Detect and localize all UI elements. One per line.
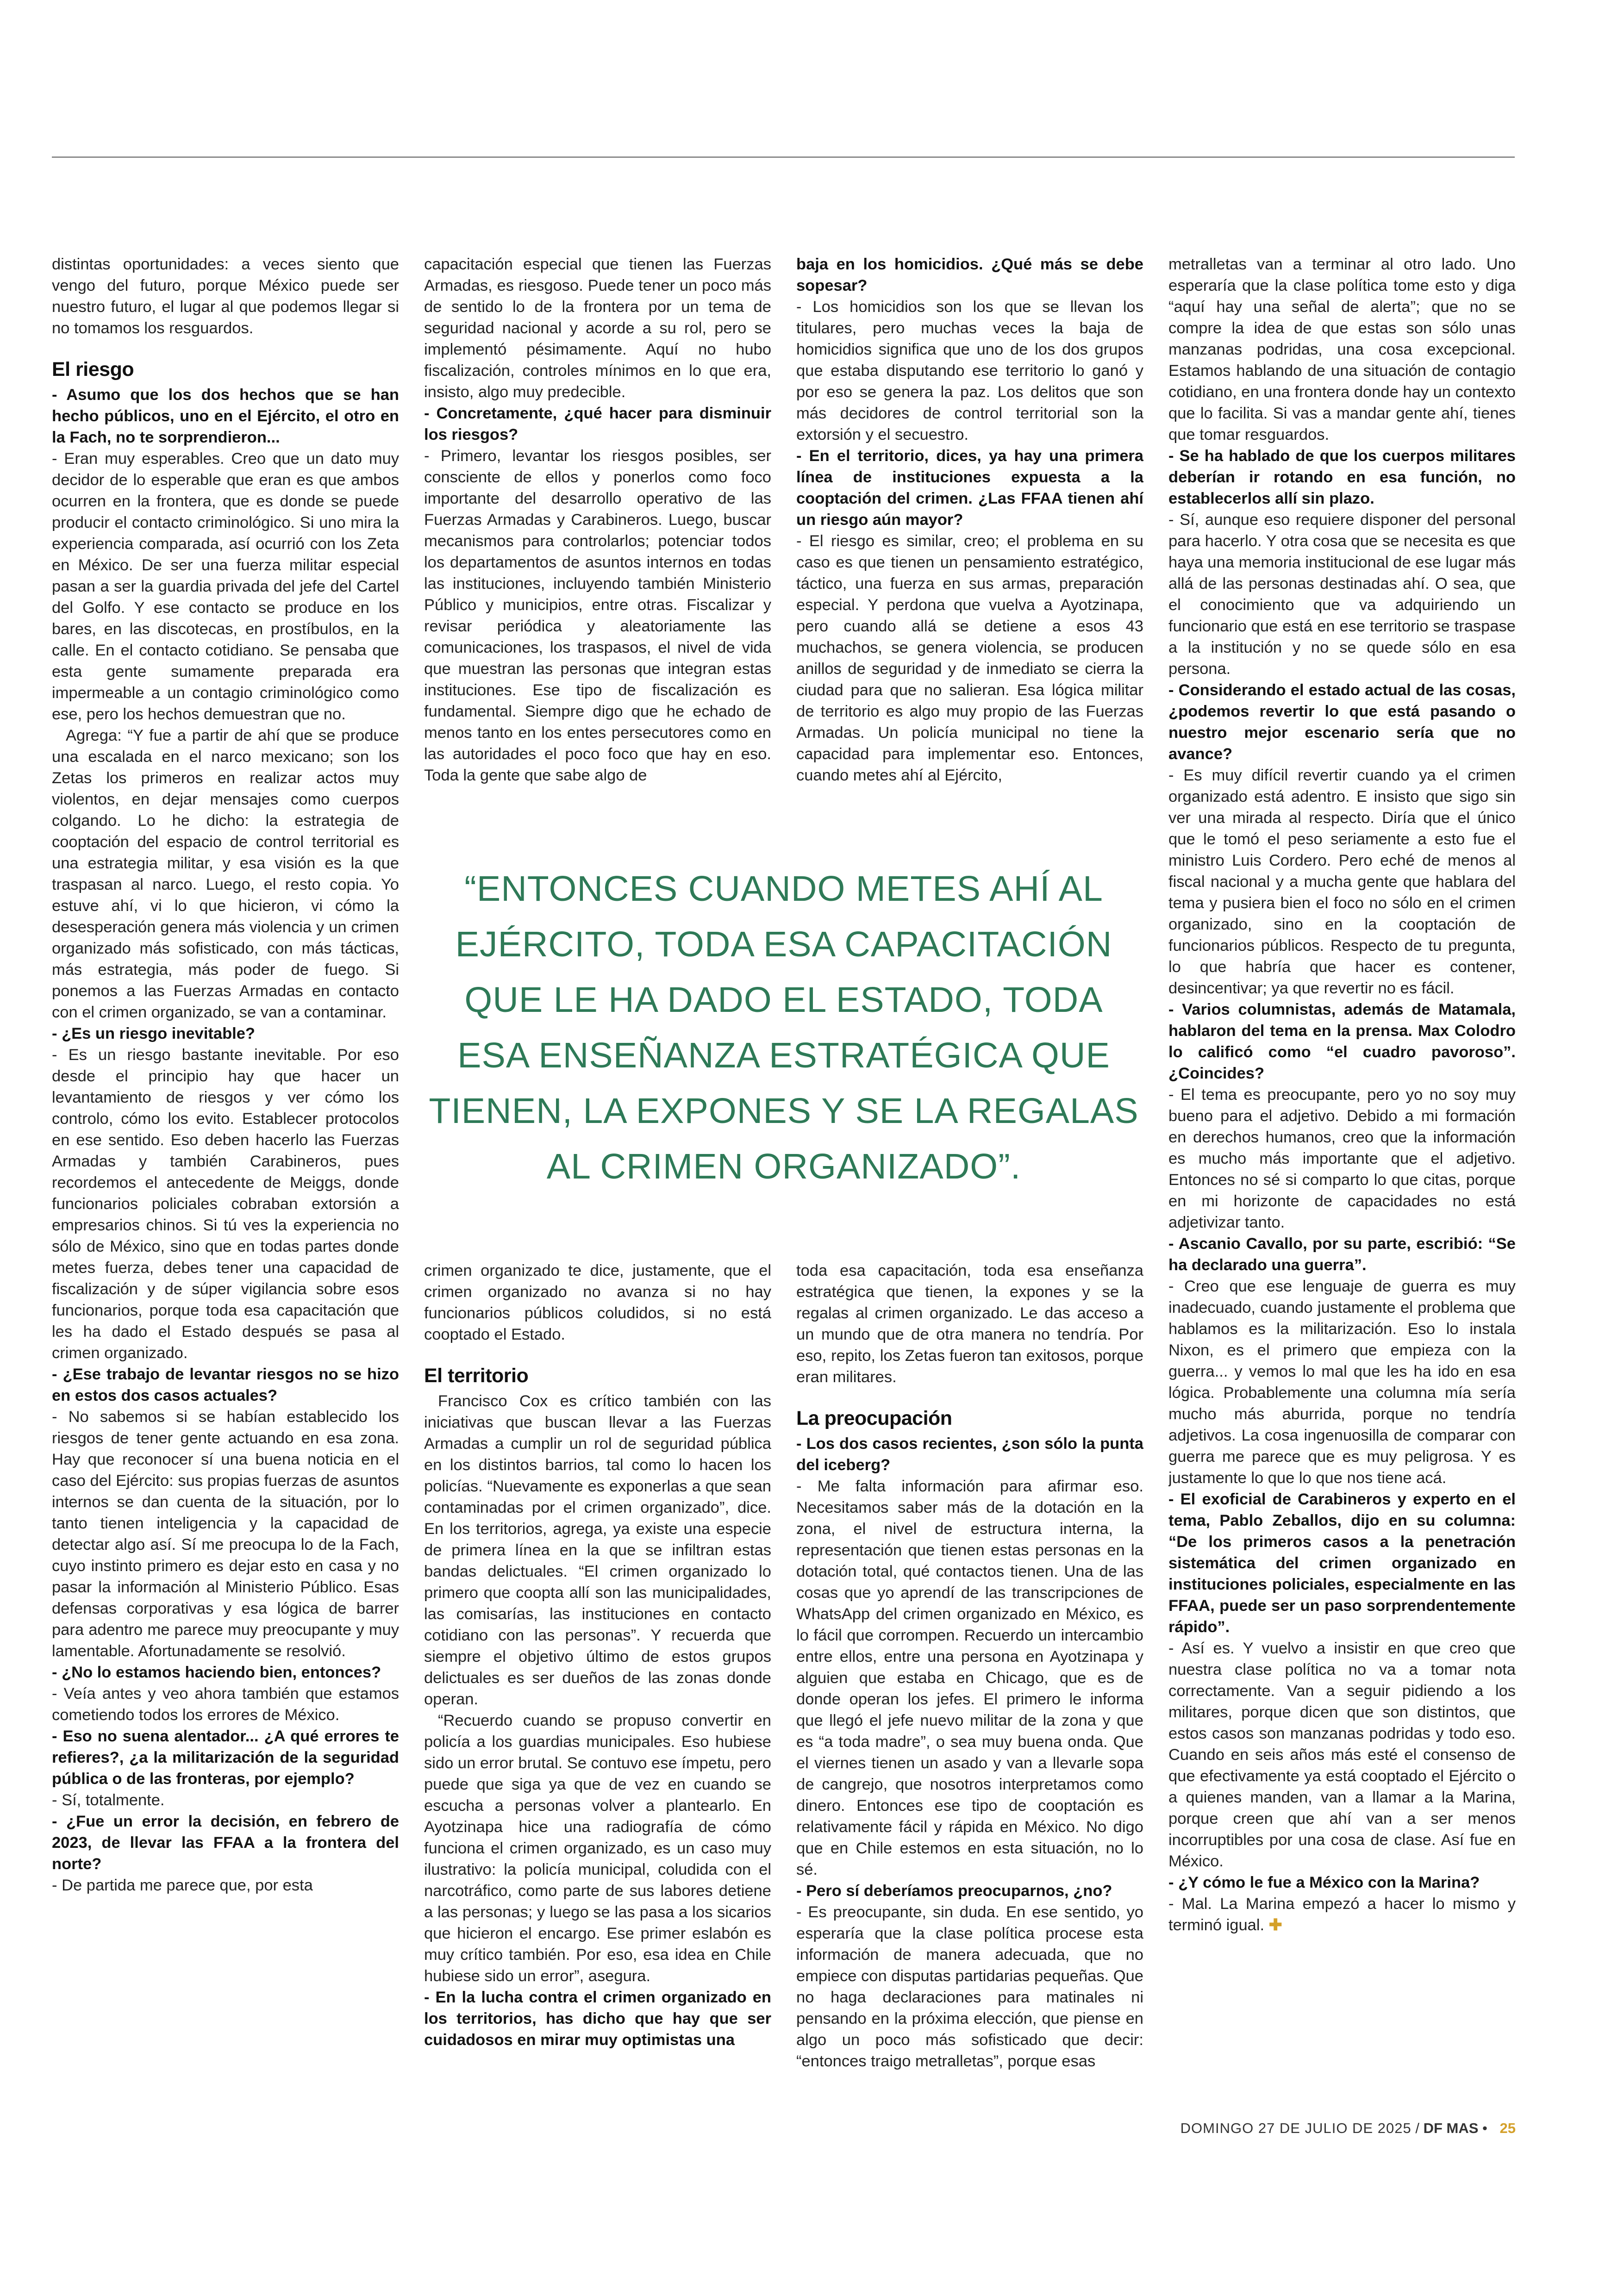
paragraph: - Sí, aunque eso requiere disponer del personal para hacerlo. Y otra cosa que se necesita es que haya una memoria institucional de ese lugar más allá de las personas destinadas ahí. O sea, que el conocimiento que va adquiriendo un funcionario que está en ese territorio se traspase a la institución y no se quede sólo en esa persona. — [1168, 511, 1516, 678]
question: - ¿Fue un error la decisión, en febrero de 2023, de llevar las FFAA a la frontera del norte? — [52, 1813, 399, 1873]
section-heading-preocupacion: La preocupación — [796, 1407, 952, 1429]
question: - ¿Y cómo le fue a México con la Marina? — [1168, 1874, 1480, 1891]
question: - En la lucha contra el crimen organizado en los territorios, has dicho que hay que ser cuidadosos en mirar muy optimistas una — [424, 1989, 771, 2049]
question: - Concretamente, ¿qué hacer para disminuir los riesgos? — [424, 405, 771, 443]
question: - ¿Es un riesgo inevitable? — [52, 1025, 255, 1042]
question: - Considerando el estado actual de las cosas, ¿podemos revertir lo que está pasando o nuestro mejor escenario sería que no avance? — [1168, 681, 1516, 763]
question: - ¿No lo estamos haciendo bien, entonces? — [52, 1664, 381, 1681]
section-heading-territorio: El territorio — [424, 1365, 529, 1387]
paragraph: - Veía antes y veo ahora también que estamos cometiendo todos los errores de México. — [52, 1685, 399, 1724]
paragraph: Agrega: “Y fue a partir de ahí que se produce una escalada en el narco mexicano; son los Zetas los primeros en realizar actos muy violentos, en dejar mensajes como cuerpos colgando. Lo he dicho: la estrategia de cooptación del espacio de control territorial es una estrategia militar, y esa visión es la que traspasan al narco. Luego, el resto copia. Yo estuve ahí, vi lo que hicieron, vi cómo la desesperación genera más violencia y un crimen organizado más sofisticado, con más tácticas, más estrategia, más poder de fuego. Si ponemos a las Fuerzas Armadas en contacto con el crimen organizado, se van a contaminar. — [52, 727, 399, 1021]
footer-date: DOMINGO 27 DE JULIO DE 2025 — [1180, 2120, 1412, 2136]
top-rule — [52, 156, 1515, 158]
paragraph: - De partida me parece que, por esta — [52, 1877, 313, 1894]
paragraph: crimen organizado te dice, justamente, que el crimen organizado no avanza si no hay funcionarios públicos coludidos, si no está cooptado el Estado. — [424, 1262, 771, 1343]
paragraph: - Primero, levantar los riesgos posibles, ser consciente de ellos y ponerlos como foco importante del desarrollo operativo de las Fuerzas Armadas y Carabineros. Luego, buscar mecanismos para controlarlos; potenciar todos los departamentos de asuntos internos en todas las instituciones, incluyendo también Ministerio Público y municipios, entre otras. Fiscalizar y revisar periódica y aleatoriamente las comunicaciones, los traspasos, el nivel de vida que muestran las personas que integran estas instituciones. Ese tipo de fiscalización es fundamental. Siempre digo que he echado de menos tanto en los entes persecutores como en las autoridades el poco foco que hay en eso. Toda la gente que sabe algo de — [424, 447, 771, 784]
paragraph: “Recuerdo cuando se propuso convertir en policía a los guardias municipales. Eso hubiese sido un error brutal. Se contuvo ese ímpetu, pero puede que siga ya que de vez en cuando se escucha a personas volver a plantearlo. En Ayotzinapa hice una radiografía de cómo funciona el crimen organizado, es un caso muy ilustrativo: la policía municipal, coludida con el narcotráfico, como parte de sus labores detiene a las personas; y luego se las pasa a los sicarios que hicieron el encargo. Ese primer eslabón es muy crítico también. Por eso, esa idea en Chile hubiese sido un error”, asegura. — [424, 1712, 771, 1985]
footer-brand: DF MAS — [1423, 2120, 1479, 2136]
paragraph: - Sí, totalmente. — [52, 1791, 165, 1809]
paragraph: - El tema es preocupante, pero yo no soy muy bueno para el adjetivo. Debido a mi formación en derechos humanos, creo que la información es mucho más importante que el adjetivo. Entonces no sé si comparto lo que citas, porque en mi horizonte de capacidades no está adjetivizar tanto. — [1168, 1086, 1516, 1231]
article-column-2-bottom — [424, 1260, 771, 2096]
paragraph: metralletas van a terminar al otro lado. Uno esperaría que la clase política tome esto y diga “aquí hay una señal de alerta”; que no se compre la idea de que estas son sólo unas manzanas podridas, una cosa excepcional. Estamos hablando de una situación de contagio cotidiano, en una frontera donde hay un contexto que lo facilita. Si vas a mandar gente ahí, tienes que tomar resguardos. — [1168, 256, 1516, 443]
paragraph: - Creo que ese lenguaje de guerra es muy inadecuado, cuando justamente el problema que hablamos es la militarización. Eso lo instala Nixon, es el primero que empieza con la guerra... y vemos lo mal que les ha ido en esa lógica. Probablemente una columna mía sería mucho más aburrida, porque no tendría adjetivos. La cosa ingenuosilla de comparar con guerra me parece que es muy peligrosa. Y es justamente lo que lo que nos tiene acá. — [1168, 1278, 1516, 1487]
question: - El exoficial de Carabineros y experto en el tema, Pablo Zeballos, dijo en su columna: “De los primeros casos a la penetración sistemática del crimen organizado en instituciones policiales, especialmente en las FFAA, puede ser un paso sorprendentemente rápido”. — [1168, 1491, 1516, 1636]
footer-dot: • — [1482, 2120, 1487, 2136]
page-number: 25 — [1499, 2120, 1516, 2136]
paragraph: - Así es. Y vuelvo a insistir en que creo que nuestra clase política no va a tomar nota correctamente. Van a seguir pidiendo a los militares, porque dicen que son distintos, que estos casos son manzanas podridas y todo eso. Cuando en seis años más esté el consenso de que efectivamente ya está cooptado el Ejército o a quienes manden, van a llamar a la Marina, porque creen que ahí van a ser menos incorruptibles por una cosa de clase. Así fue en México. — [1168, 1640, 1516, 1870]
question: - Eso no suena alentador... ¿A qué errores te refieres?, ¿a la militarización de la seguridad pública o de las fronteras, por ejemplo? — [52, 1727, 399, 1788]
question: - Se ha hablado de que los cuerpos militares deberían ir rotando en esa función, no establecerlos allí sin plazo. — [1168, 447, 1516, 507]
paragraph: - El riesgo es similar, creo; el problema en su caso es que tienen un pensamiento estratégico, táctico, una fuerza en sus armas, preparación especial. Y perdona que vuelva a Ayotzinapa, pero cuando allá se detiene a esos 43 muchachos, se genera violencia, se producen anillos de seguridad y de inmediato se cierra la ciudad para que no salieran. Esa lógica militar de territorio es algo muy propio de las Fuerzas Armadas. Un policía municipal no tiene la capacidad para implementar eso. Entonces, cuando metes ahí al Ejército, — [796, 532, 1143, 784]
paragraph: - Me falta información para afirmar eso. Necesitamos saber más de la dotación en la zona, el nivel de estructura interna, la representación que tienen estas personas en la dotación total, qué contactos tienen. Una de las cosas que yo aprendí de las transcripciones de WhatsApp del crimen organizado en México, es lo fácil que corrompen. Recuerdo un intercambio entre ellos, entre una persona en Ayotzinapa y alguien que estaba en Chicago, que es de donde operan los jefes. El primero le informa que llegó el jefe nuevo militar de la zona y que es “a toda madre”, o sea muy buena onda. Que el viernes tienen un asado y van a llevarle sopa de cangrejo, que nosotros interpretamos como dinero. Entonces ese tipo de cooptación es relativamente fácil y rápida en México. No digo que en Chile estemos en esta situación, no lo sé. — [796, 1478, 1143, 1878]
article-column-2-top — [424, 254, 771, 835]
article-column-1 — [52, 254, 399, 2096]
question: baja en los homicidios. ¿Qué más se debe sopesar? — [796, 256, 1143, 294]
paragraph: toda esa capacitación, toda esa enseñanza estratégica que tienen, la expones y se la regalas al crimen organizado. Le das acceso a un mundo que de otra manera no tendría. Por eso, repito, los Zetas fueron tan exitosos, porque eran militares. — [796, 1262, 1143, 1386]
page-footer — [1168, 2119, 1516, 2138]
paragraph: Francisco Cox es crítico también con las iniciativas que buscan llevar a las Fuerzas Armadas a cumplir un rol de seguridad pública en los distintos barrios, tal como lo hacen los policías. “Nuevamente es exponerlas a que sean contaminadas por el crimen organizado”, dice. En los territorios, agrega, ya existe una especie de primera línea en la que se infiltran estas bandas delictuales. “El crimen organizado lo primero que coopta allí son las municipalidades, las comisarías, las instituciones en contacto cotidiano con las personas”. Y recuerda que siempre el objetivo último de estos grupos delictuales es ser dueños de las zonas donde operan. — [424, 1392, 771, 1708]
paragraph: - Es muy difícil revertir cuando ya el crimen organizado está adentro. E insisto que sigo sin ver una mirada al respecto. Diría que el único que le tomó el peso seriamente a esto fue el ministro Luis Cordero. Pero eché de menos al fiscal nacional y a mucha gente que hablara del tema y pusiera bien el foco no sólo en el crimen organizado, sino en la cooptación de funcionarios públicos. Respecto de tu pregunta, lo que habría que hacer es contener, desincentivar; ya que revertir no es fácil. — [1168, 767, 1516, 997]
paragraph: - Los homicidios son los que se llevan los titulares, pero muchas veces la baja de homicidios significa que uno de los dos grupos que estaba disputando ese territorio lo ganó y por eso se genera la paz. Los delitos que son más decidores de control territorial son la extorsión y el secuestro. — [796, 298, 1143, 443]
question: - Pero sí deberíamos preocuparnos, ¿no? — [796, 1882, 1112, 1900]
article-column-4 — [1168, 254, 1516, 2096]
question: - Los dos casos recientes, ¿son sólo la punta del iceberg? — [796, 1435, 1143, 1474]
question: - En el territorio, dices, ya hay una primera línea de instituciones expuesta a la cooptación del crimen. ¿Las FFAA tienen ahí un riesgo aún mayor? — [796, 447, 1143, 529]
paragraph: capacitación especial que tienen las Fuerzas Armadas, es riesgoso. Puede tener un poco más de sentido lo de la frontera por un tema de seguridad nacional y acorde a su rol, pero se implementó pésimamente. Aquí no hubo fiscalización, controles mínimos en lo que era, insisto, algo muy predecible. — [424, 256, 771, 401]
final-answer-text: - Mal. La Marina empezó a hacer lo mismo y terminó igual. — [1168, 1895, 1516, 1934]
end-mark-icon: ✚ — [1268, 1916, 1282, 1934]
question: - Ascanio Cavallo, por su parte, escribió: “Se ha declarado una guerra”. — [1168, 1235, 1516, 1274]
question: - Asumo que los dos hechos que se han hecho públicos, uno en el Ejército, el otro en la Fach, no te sorprendieron... — [52, 386, 399, 446]
paragraph: - Es un riesgo bastante inevitable. Por eso desde el principio hay que hacer un levantamiento de riesgos y ver cómo los controlo, cómo los evito. Establecer protocolos en ese sentido. Eso deben hacerlo las Fuerzas Armadas y también Carabineros, pues recordemos el antecedente de Meiggs, donde funcionarios policiales cobraban extorsión a empresarios chinos. Si tú ves la experiencia no sólo de México, sino que en todas partes donde metes fuerza, debes tener una capacidad de fiscalización y de súper vigilancia sobre esos funcionarios, porque toda esa capacitación que les ha dado el Estado después se pasa al crimen organizado. — [52, 1046, 399, 1362]
article-column-3-bottom — [796, 1260, 1143, 2096]
paragraph: - Eran muy esperables. Creo que un dato muy decidor de lo esperable que eran es que ambos ocurren en la frontera, que es donde se puede producir el contacto criminológico. Si uno mira la experiencia comparada, así ocurrió con los Zeta en México. De ser una fuerza militar especial pasan a ser la guardia privada del jefe del Cartel del Golfo. Y ese contacto se produce en los bares, en las discotecas, en prostíbulos, en la calle. En el contacto cotidiano. Se pensaba que esta gente sumamente preparada era impermeable a un contagio criminológico como ese, pero los hechos demuestran que no. — [52, 450, 399, 723]
pull-quote: “ENTONCES CUANDO METES AHÍ AL EJÉRCITO, TODA ESA CAPACITACIÓN QUE LE HA DADO EL ESTADO, TODA ESA ENSEÑANZA ESTRATÉGICA QUE TIENEN, LA EXPONES Y SE LA REGALAS AL CRIMEN ORGANIZADO”. — [429, 869, 1139, 1186]
question: - Varios columnistas, además de Matamala, hablaron del tema en la prensa. Max Colodro lo calificó como “el cuadro pavoroso”. ¿Coincides? — [1168, 1001, 1516, 1082]
paragraph-final — [1168, 1893, 1516, 1936]
article-column-3-top — [796, 254, 1143, 835]
paragraph: distintas oportunidades: a veces siento que vengo del futuro, porque México puede ser nuestro futuro, el lugar al que podemos llegar si no tomamos los resguardos. — [52, 256, 399, 337]
footer-separator: / — [1415, 2120, 1419, 2136]
paragraph: - No sabemos si se habían establecido los riesgos de tener gente actuando en esa zona. Hay que reconocer sí una buena noticia en el caso del Ejército: sus propias fuerzas de asuntos internos se dan cuenta de la situación, por lo tanto tienen inteligencia y la capacidad de detectar algo así. Sí me preocupa lo de la Fach, cuyo instinto primero es dejar esto en casa y no pasar la información al Ministerio Público. Esas defensas corporativas y esa lógica de barrer para adentro me parece muy preocupante y muy lamentable. Afortunadamente se resolvió. — [52, 1408, 399, 1660]
question: - ¿Ese trabajo de levantar riesgos no se hizo en estos dos casos actuales? — [52, 1366, 399, 1404]
section-heading-riesgo: El riesgo — [52, 358, 134, 380]
paragraph: - Es preocupante, sin duda. En ese sentido, yo esperaría que la clase política procese esta información de manera adecuada, que no empiece con disputas partidarias pequeñas. Que no haga declaraciones para matinales ni pensando en la próxima elección, que piense en algo un poco más sofisticado que decir: “entonces traigo metralletas”, porque esas — [796, 1903, 1143, 2070]
